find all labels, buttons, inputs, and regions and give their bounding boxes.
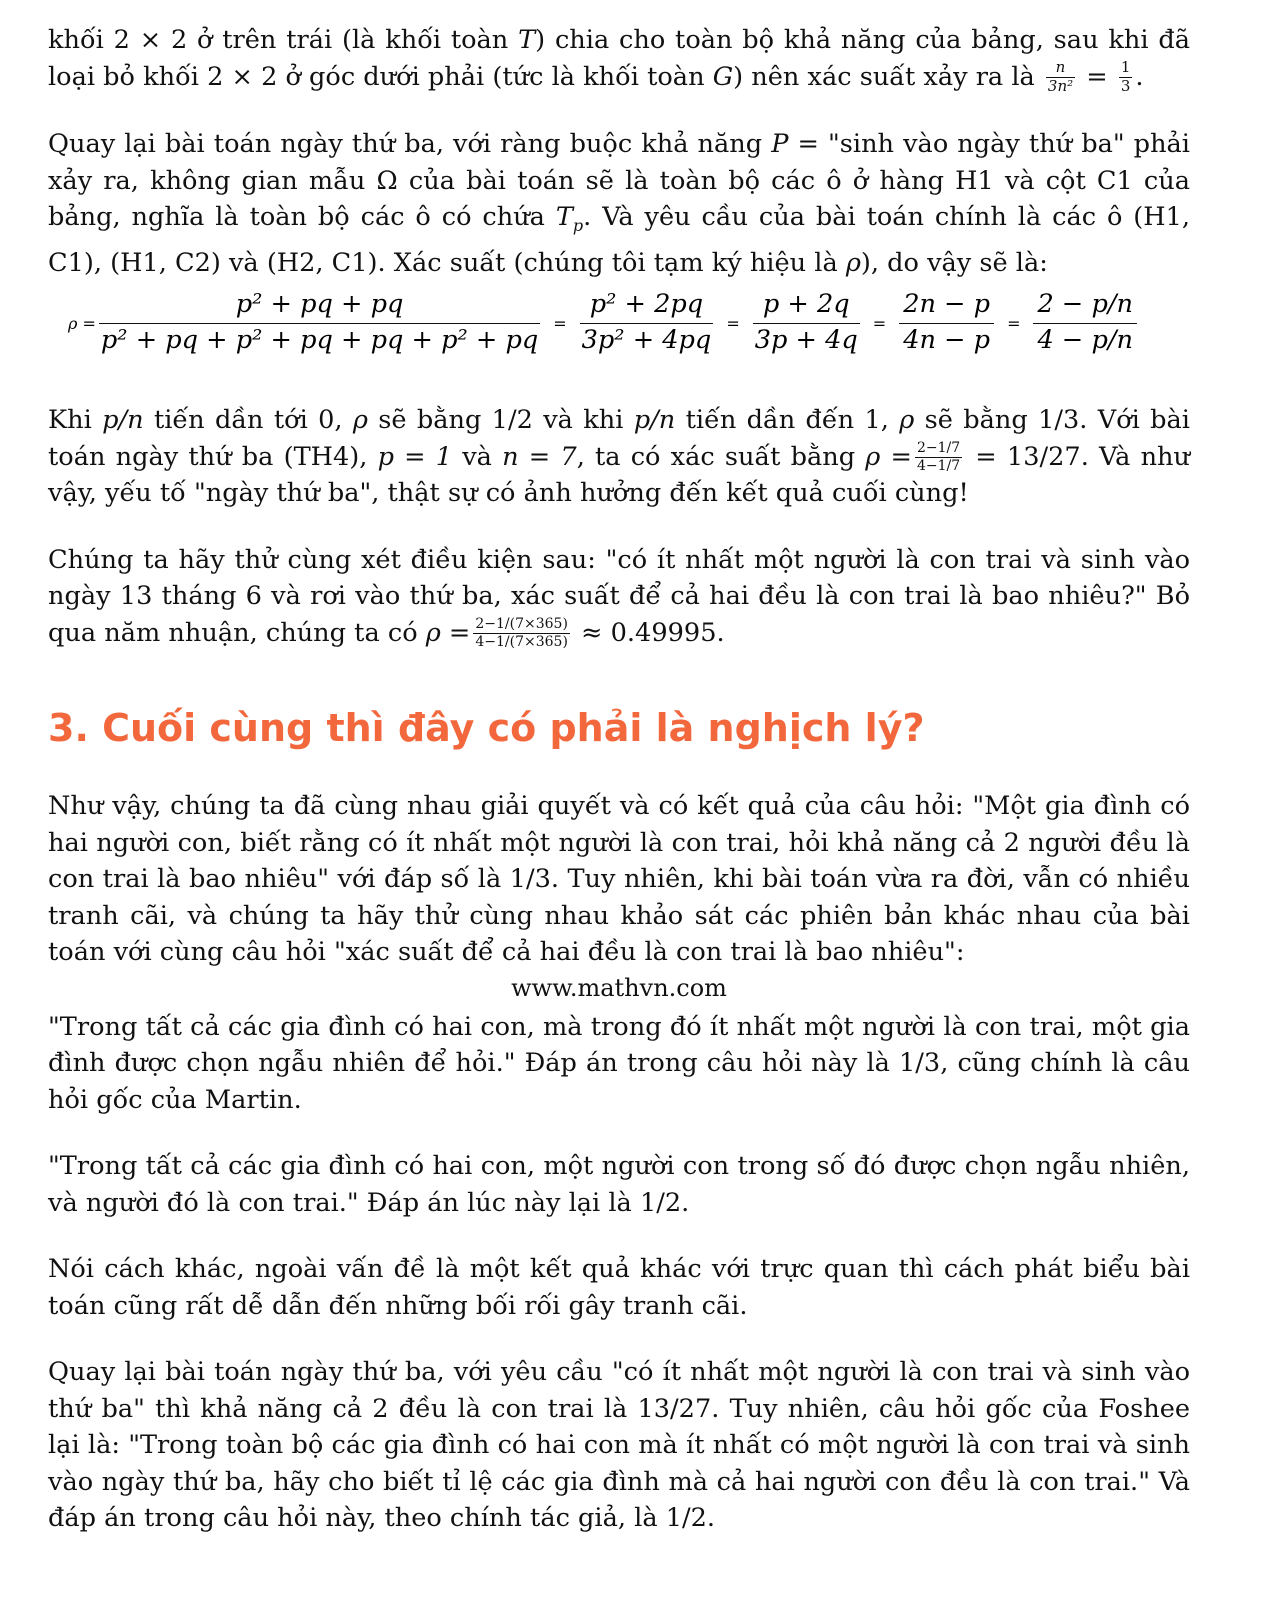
- rho-equation: ρ = $\frac{\text{p² + pq + pq}}{\text{p² + pq + p² + pq + pq + p² + pq}}$ = $\frac{\text{p² + 2pq}}{\text{3p² + 4pq}}$ = $\frac{p + 2q}{3p + 4q}$ = $\frac{2n - p}{4n - p}$ = $\frac{2 - p/n}{4 - p/n}$: [54, 275, 1154, 371]
- fraction-n-over-3n2: $\frac{n}{\text{3n²}}$: [1047, 58, 1074, 95]
- paragraph-sample-space: Quay lại bài toán ngày thứ ba, với ràng buộc khả năng P = "sinh vào ngày thứ ba" phải xảy ra, không gian mẫu Ω của bài toán sẽ là toàn bộ các ô ở hàng H1 và cột C1 của bảng, nghĩa là toàn bộ các ô có chứa $T_p$. Và yêu cầu của bài toán chính là các ô (H1, C1), (H1, C2) và (H2, C1). Xác suất (chúng tôi tạm ký hiệu là ρ), do vậy sẽ là:: [48, 129, 1190, 278]
- watermark-link[interactable]: www.mathvn.com: [511, 973, 727, 1002]
- section-3-body: [48, 788, 1190, 1537]
- tp-symbol: $T_p$: [555, 202, 584, 236]
- equation-fraction-3: $\frac{p + 2q}{3p + 4q}$: [754, 289, 858, 355]
- equation-fraction-5: $\frac{2 - p/n}{4 - p/n}$: [1033, 289, 1137, 357]
- paragraph-block-probability: khối 2 × 2 ở trên trái (là khối toàn T) chia cho toàn bộ khả năng của bảng, sau khi đã loại bỏ khối 2 × 2 ở góc dưới phải (tức là khối toàn G) nên xác suất xảy ra là $\frac{n}{\text{3n²}}$ = $\frac{1}{3}$ .: [48, 25, 1190, 95]
- equation-fraction-1: $\frac{\text{p² + pq + pq}}{\text{p² + pq + p² + pq + pq + p² + pq}}$: [100, 289, 539, 355]
- paragraph-foshee: Quay lại bài toán ngày thứ ba, với yêu cầu "có ít nhất một người là con trai và sinh vào thứ ba" thì khả năng cả 2 đều là con trai là 13/27. Tuy nhiên, câu hỏi gốc của Foshee lại là: "Trong toàn bộ các gia đình có hai con mà ít nhất có một người là con trai và sinh vào ngày thứ ba, hãy cho biết tỉ lệ các gia đình mà cả hai người con đều là con trai." Và đáp án trong câu hỏi này, theo chính tác giả, là 1/2.: [48, 1357, 1190, 1533]
- equation-fraction-2: $\frac{\text{p² + 2pq}}{\text{3p² + 4pq}}$: [581, 289, 712, 355]
- paragraph-confusion: Nói cách khác, ngoài vấn đề là một kết quả khác với trực quan thì cách phát biểu bài toán cũng rất dễ dẫn đến những bối rối gây tranh cãi.: [48, 1254, 1190, 1321]
- fraction-one-third: $\frac{1}{3}$: [1120, 58, 1131, 95]
- paragraph-version-2: "Trong tất cả các gia đình có hai con, một người con trong số đó được chọn ngẫu nhiên, và người đó là con trai." Đáp án lúc này lại là 1/2.: [48, 1151, 1190, 1218]
- section-heading: 3. Cuối cùng thì đây có phải là nghịch lý?: [48, 706, 925, 750]
- document-page-continued: [48, 402, 1190, 651]
- paragraph-limit-discussion: Khi p/n tiến dần tới 0, ρ sẽ bằng 1/2 và khi p/n tiến dần đến 1, ρ sẽ bằng 1/3. Với bài toán ngày thứ ba (TH4), p = 1 và n = 7, ta có xác suất bằng ρ = $\frac{2-1/7}{4-1/7}$ = 13/27. Và như vậy, yếu tố "ngày thứ ba", thật sự có ảnh hưởng đến kết quả cuối cùng!: [48, 405, 1191, 508]
- equation-fraction-4: $\frac{2n - p}{4n - p}$: [899, 289, 994, 357]
- fraction-leap-year: $\frac{2-1/(7\times 365)}{4-1/(7\times 365)}$: [475, 616, 568, 650]
- paragraph-june-13: Chúng ta hãy thử cùng xét điều kiện sau: "có ít nhất một người là con trai và sinh vào ngày 13 tháng 6 và rơi vào thứ ba, xác suất để cả hai đều là con trai là bao nhiêu?" Bỏ qua năm nhuận, chúng ta có ρ = $\frac{2-1/(7\times 365)}{4-1/(7\times 365)}$ ≈ 0.49995.: [48, 544, 1190, 650]
- equation-lhs: ρ =: [68, 313, 96, 333]
- paragraph-summary: Như vậy, chúng ta đã cùng nhau giải quyết và có kết quả của câu hỏi: "Một gia đình có hai người con, biết rằng có ít nhất một người là con trai, hỏi khả năng cả 2 người đều là con trai là bao nhiêu" với đáp số là 1/3. Tuy nhiên, khi bài toán vừa ra đời, vẫn có nhiều tranh cãi, và chúng ta hãy thử cùng nhau khảo sát các phiên bản khác nhau của bài toán với cùng câu hỏi "xác suất để cả hai đều là con trai là bao nhiêu":: [48, 791, 1190, 967]
- paragraph-version-1: "Trong tất cả các gia đình có hai con, mà trong đó ít nhất một người là con trai, một gia đình được chọn ngẫu nhiên để hỏi." Đáp án trong câu hỏi này là 1/3, cũng chính là câu hỏi gốc của Martin.: [48, 1011, 1190, 1115]
- fraction-2-minus-1-7: $\frac{2-1/7}{4-1/7}$: [916, 440, 961, 474]
